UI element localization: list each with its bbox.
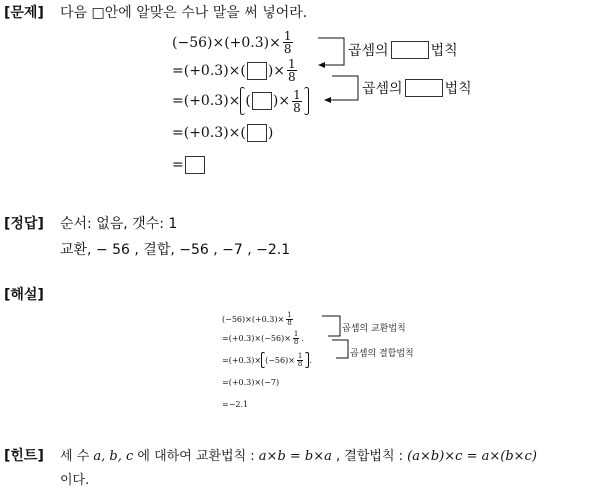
frac-num: 1 xyxy=(287,311,292,319)
fraction xyxy=(287,58,297,83)
answer-line-2: 교환, − 56 , 결합, −56 , −7 , −2.1 xyxy=(60,242,291,258)
answer-blank[interactable] xyxy=(247,124,267,142)
problem-instruction: 다음 □안에 알맞은 수나 말을 써 넣어라. xyxy=(60,5,308,21)
explanation-line-3 xyxy=(222,352,312,368)
answer-blank[interactable] xyxy=(247,62,267,80)
annotation-post: 법칙 xyxy=(430,43,458,59)
fraction xyxy=(297,353,303,368)
frac-num: 1 xyxy=(297,351,303,360)
arrow-2 xyxy=(330,76,358,100)
answer-blank[interactable] xyxy=(405,79,443,97)
frac-num: 1 xyxy=(293,87,301,102)
frac-den: 8 xyxy=(287,319,292,327)
line-tail: . xyxy=(301,334,304,343)
fraction xyxy=(293,331,299,346)
problem-line-2 xyxy=(172,58,299,83)
line-post: ) xyxy=(267,125,274,141)
answer-label: [정답] xyxy=(4,216,44,232)
answer-blank[interactable] xyxy=(185,156,205,174)
problem-line-5 xyxy=(172,156,206,174)
explanation-line-4: =(+0.3)×(−7) xyxy=(222,378,280,387)
frac-num: 1 xyxy=(288,57,296,71)
bracket-1 xyxy=(322,316,340,336)
annotation-post: 법칙 xyxy=(444,81,472,97)
frac-den: 8 xyxy=(283,42,292,56)
answer-line-1: 순서: 없음, 갯수: 1 xyxy=(60,216,178,232)
frac-den: 8 xyxy=(288,70,296,84)
explanation-line-5: =−2.1 xyxy=(222,400,249,409)
hint-vars: a, b, c xyxy=(93,449,134,464)
answer-blank[interactable] xyxy=(252,92,272,110)
problem-line-4 xyxy=(172,124,273,142)
line-text: =(+0.3)×(−56)× xyxy=(222,334,291,343)
explanation-line-1 xyxy=(222,312,295,327)
inner-post: )× xyxy=(272,93,291,109)
hint-line-1 xyxy=(60,445,537,464)
annotation-1 xyxy=(348,40,458,60)
hint-line-2: 이다. xyxy=(60,473,90,488)
problem-line-3 xyxy=(172,87,309,115)
arrow-head-2 xyxy=(324,97,331,103)
arrow-head-1 xyxy=(318,62,325,68)
answer-blank[interactable] xyxy=(391,41,429,59)
frac-den: 8 xyxy=(293,100,301,115)
hint-text: 세 수 xyxy=(60,449,94,464)
hint-label: [힌트] xyxy=(4,448,44,464)
line-tail: . xyxy=(309,355,312,365)
explanation-note-1: 곱셈의 교환법칙 xyxy=(342,324,406,334)
frac-num: 1 xyxy=(283,29,292,43)
hint-text: 에 대하여 교환법칙 : xyxy=(133,449,259,464)
line-pre: = xyxy=(172,157,184,173)
line-pre: =(+0.3)×( xyxy=(172,125,246,141)
frac-num: 1 xyxy=(293,330,299,338)
line-text: (−56)×(+0.3)× xyxy=(222,315,285,324)
line-pre: =(+0.3)× xyxy=(172,93,241,109)
line-inner: (−56)× xyxy=(265,355,295,365)
problem-label: [문제] xyxy=(4,5,44,21)
explanation-note-2: 곱셈의 결합법칙 xyxy=(350,349,414,359)
line-post: )× xyxy=(267,62,286,79)
frac-den: 8 xyxy=(293,338,299,346)
line-pre: =(+0.3)× xyxy=(222,355,262,365)
line-pre: =(+0.3)×( xyxy=(172,62,246,79)
annotation-2 xyxy=(362,78,472,98)
inner-pre: ( xyxy=(245,93,251,109)
hint-associative: (a×b)×c = a×(b×c) xyxy=(407,449,537,464)
problem-line-1 xyxy=(172,30,295,55)
hint-text: , 결합법칙 : xyxy=(331,449,408,464)
line-text: (−56)×(+0.3)× xyxy=(172,34,281,51)
arrow-1 xyxy=(318,38,344,65)
explanation-line-2 xyxy=(222,331,304,346)
annotation-pre: 곱셈의 xyxy=(348,43,389,59)
annotation-pre: 곱셈의 xyxy=(362,81,403,97)
frac-den: 8 xyxy=(297,359,303,368)
fraction xyxy=(286,312,292,327)
hint-commutative: a×b = b×a xyxy=(258,449,332,464)
bracket-2 xyxy=(332,340,348,358)
fraction xyxy=(283,30,293,55)
explanation-label: [해설] xyxy=(4,287,44,303)
